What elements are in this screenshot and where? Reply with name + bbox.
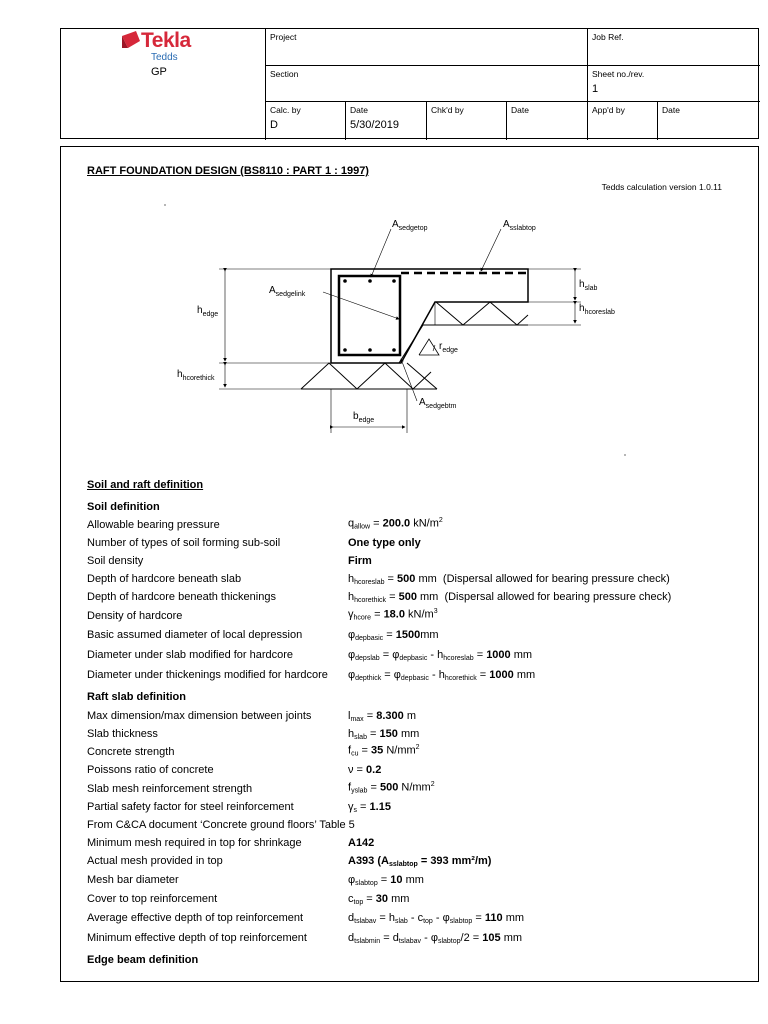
date1-label: Date <box>350 105 368 115</box>
label-concrete-strength: Concrete strength <box>87 746 175 758</box>
value-slab-thickness: $h_{slab} = 150$ mm <box>348 728 420 741</box>
calcby-cell <box>265 101 345 140</box>
sheet-label: Sheet no./rev. <box>592 69 645 79</box>
tekla-logo <box>60 28 264 98</box>
value-mesh-strength: $f_{yslab} = 500$ $N/mm^2$ <box>348 781 435 795</box>
label-hslab: $h_{slab}$ <box>579 279 598 292</box>
chkd-label: Chk'd by <box>431 105 464 115</box>
date2-label: Date <box>511 105 529 115</box>
value-mesh-bar-diameter: $\varphi_{slabtop} = 10$ mm <box>348 874 424 887</box>
label-redge: $r_{edge}$ <box>439 341 458 354</box>
value-cover-top: $c_{top} = 30$ mm <box>348 893 410 906</box>
label-hhcorethick: $h_{hcorethick}$ <box>177 369 215 382</box>
value-min-mesh: A142 <box>348 837 375 849</box>
value-soil-density: Firm <box>348 555 372 567</box>
value-poissons-ratio: ν = 0.2 <box>348 764 382 776</box>
label-asedgebtm: $A_{sedgebtm}$ <box>419 397 457 410</box>
label-avg-effective-depth: Average effective depth of top reinforcement <box>87 912 304 924</box>
label-asslabtop: $A_{sslabtop}$ <box>503 219 536 232</box>
value-diameter-thick: $\varphi_{depthick} = \varphi_{depbasic} - h_{hcorethick} = 1000$ mm <box>348 669 536 682</box>
label-mesh-bar-diameter: Mesh bar diameter <box>87 874 179 886</box>
calc-sheet <box>60 146 759 982</box>
value-actual-mesh: A393 ($A_{sslabtop} = 393$ mm²/m) <box>348 855 492 868</box>
label-hedge: $h_{edge}$ <box>197 305 219 318</box>
label-soil-types: Number of types of soil forming sub-soil <box>87 537 281 549</box>
section-cell <box>265 65 587 101</box>
date2-cell <box>506 101 587 140</box>
label-bearing-pressure: Allowable bearing pressure <box>87 519 220 531</box>
label-cca-reference: From C&CA document ‘Concrete ground floors’ Table 5 <box>87 819 355 831</box>
doc-title: RAFT FOUNDATION DESIGN (BS8110 : PART 1 : 1997) <box>87 165 369 177</box>
date1-cell <box>345 101 426 140</box>
value-concrete-strength: $f_{cu} = 35$ $N/mm^2$ <box>348 744 420 758</box>
appd-label: App'd by <box>592 105 625 115</box>
calcby-value: D <box>270 119 278 131</box>
project-cell <box>265 29 587 65</box>
logo-text: Tekla <box>141 29 191 52</box>
value-soil-types: One type only <box>348 537 421 549</box>
label-hardcore-density: Density of hardcore <box>87 610 183 622</box>
heading-soil-raft: Soil and raft definition <box>87 479 204 491</box>
project-label: Project <box>270 32 297 42</box>
calcby-label: Calc. by <box>270 105 301 115</box>
label-asedgetop: $A_{sedgetop}$ <box>392 219 428 232</box>
sheet-value: 1 <box>592 83 599 95</box>
label-diameter-slab: Diameter under slab modified for hardcore <box>87 649 294 661</box>
date1-value: 5/30/2019 <box>350 119 399 131</box>
label-soil-density: Soil density <box>87 555 144 567</box>
appd-cell <box>587 101 657 140</box>
label-actual-mesh: Actual mesh provided in top <box>87 855 223 867</box>
label-bedge: $b_{edge}$ <box>353 411 375 424</box>
label-asedgelink: $A_{sedgelink}$ <box>269 285 306 298</box>
label-max-dimension: Max dimension/max dimension between joints <box>87 710 312 722</box>
label-poissons-ratio: Poissons ratio of concrete <box>87 764 214 776</box>
label-hardcore-thick: Depth of hardcore beneath thickenings <box>87 591 276 603</box>
label-slab-thickness: Slab thickness <box>87 728 158 740</box>
value-min-effective-depth: $d_{tslabmin} = d_{tslabav} - \varphi_{slabtop}/2 = 105$ mm <box>348 932 523 945</box>
label-diameter-thick: Diameter under thickenings modified for hardcore <box>87 669 328 681</box>
logo-subtext: Tedds <box>151 52 178 63</box>
value-max-dimension: $l_{max} = 8.300$ m <box>348 710 416 723</box>
value-hardcore-slab: $h_{hcoreslab} = 500$ mm (Dispersal allowed for bearing pressure check) <box>348 573 670 586</box>
label-min-effective-depth: Minimum effective depth of top reinforcement <box>87 932 307 944</box>
value-hardcore-density: $\gamma_{hcore} = 18.0$ $kN/m^3$ <box>348 608 438 622</box>
value-avg-effective-depth: $d_{tslabav} = h_{slab} - c_{top} - \varphi_{slabtop} = 110$ mm <box>348 912 525 925</box>
date3-label: Date <box>662 105 680 115</box>
date3-cell <box>657 101 760 140</box>
heading-soil-def: Soil definition <box>87 501 160 513</box>
value-bearing-pressure: $q_{allow} = 200.0$ $kN/m^2$ <box>348 517 443 531</box>
label-depression-diameter: Basic assumed diameter of local depression <box>87 629 303 641</box>
value-depression-diameter: $\varphi_{depbasic} = 1500mm$ <box>348 629 439 642</box>
heading-raft-slab-def: Raft slab definition <box>87 691 186 703</box>
label-hardcore-slab: Depth of hardcore beneath slab <box>87 573 242 585</box>
doc-version: Tedds calculation version 1.0.11 <box>601 182 722 192</box>
edge-beam-diagram <box>61 199 760 499</box>
value-diameter-slab: $\varphi_{depslab} = \varphi_{depbasic} - h_{hcoreslab} = 1000$ mm <box>348 649 533 662</box>
value-hardcore-thick: $h_{hcorethick} = 500$ mm (Dispersal allowed for bearing pressure check) <box>348 591 672 604</box>
heading-edge-beam-def: Edge beam definition <box>87 954 199 966</box>
label-safety-factor: Partial safety factor for steel reinforcement <box>87 801 294 813</box>
value-safety-factor: $\gamma_s = 1.15$ <box>348 801 391 814</box>
jobref-label: Job Ref. <box>592 32 624 42</box>
section-label: Section <box>270 69 299 79</box>
label-mesh-strength: Slab mesh reinforcement strength <box>87 783 253 795</box>
sheet-cell <box>587 65 760 101</box>
chkd-cell <box>426 101 506 140</box>
jobref-cell <box>587 29 760 65</box>
label-hhcoreslab: $h_{hcoreslab}$ <box>579 303 615 316</box>
company-name: GP <box>151 66 167 78</box>
label-min-mesh: Minimum mesh required in top for shrinkage <box>87 837 302 849</box>
label-cover-top: Cover to top reinforcement <box>87 893 218 905</box>
